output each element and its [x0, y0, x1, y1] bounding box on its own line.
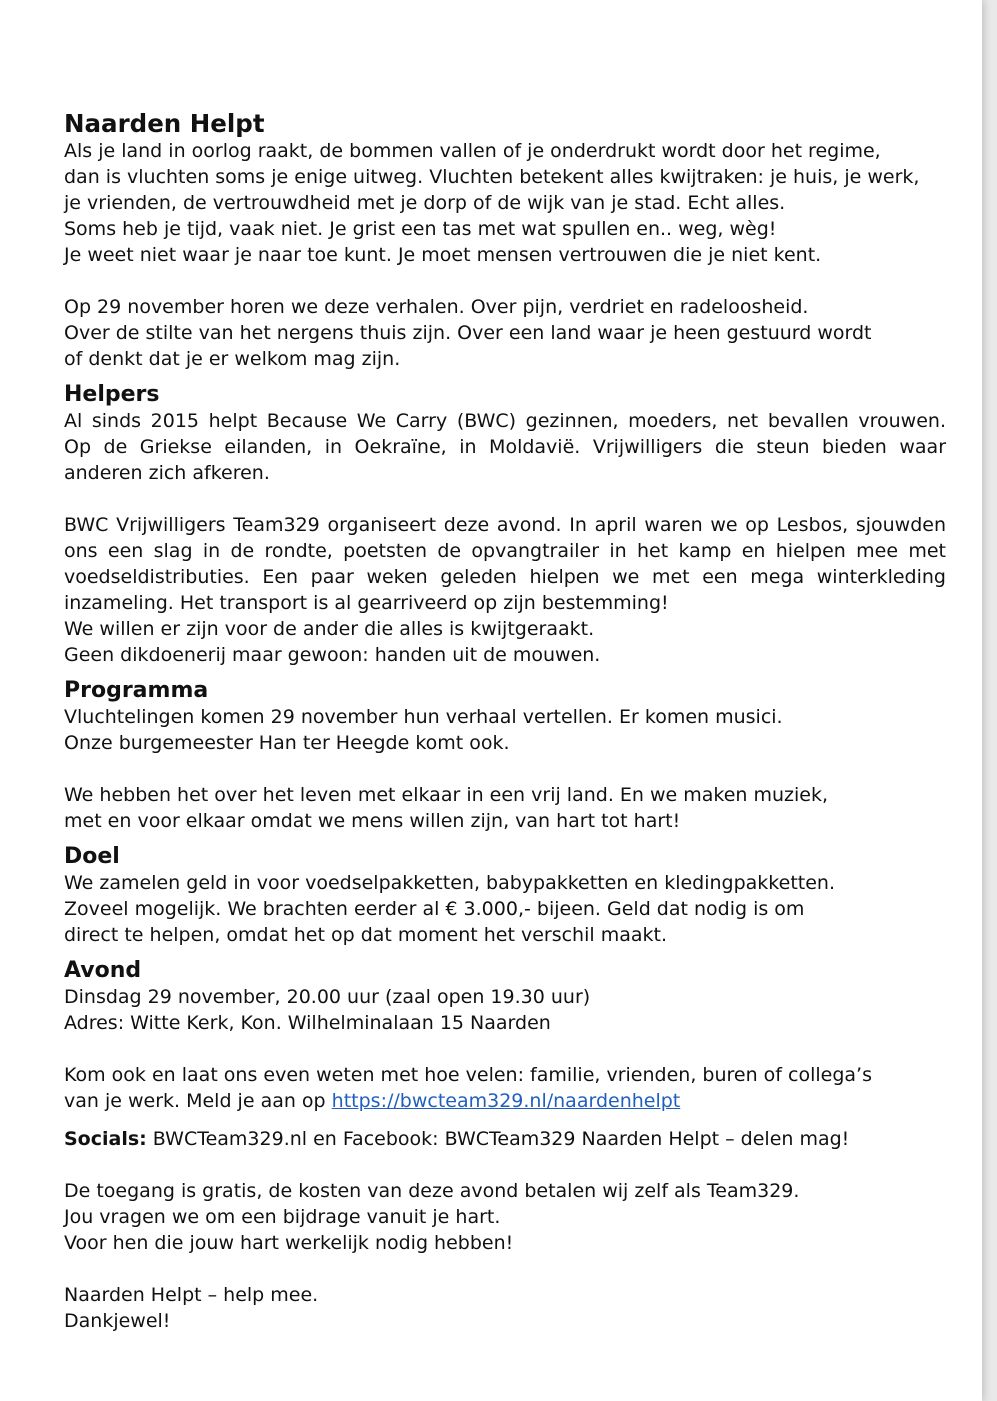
programma-paragraph-1 — [64, 704, 946, 756]
text-line: anderen zich afkeren. — [64, 462, 270, 484]
text-line: Vluchtelingen komen 29 november hun verhaal vertellen. Er komen musici. — [64, 706, 783, 728]
text-line — [64, 1088, 946, 1114]
avond-paragraph-2 — [64, 1062, 946, 1114]
document-title: Naarden Helpt — [64, 109, 265, 138]
text-line — [64, 1126, 946, 1152]
text-line: of denkt dat je er welkom mag zijn. — [64, 348, 401, 370]
text-line: je vrienden, de vertrouwdheid met je dorp of de wijk van je stad. Echt alles. — [64, 192, 786, 214]
text-line: Geen dikdoenerij maar gewoon: handen uit de mouwen. — [64, 644, 601, 666]
text-line: Kom ook en laat ons even weten met hoe velen: familie, vrienden, buren of collega’s — [64, 1064, 872, 1086]
helpers-paragraph-2 — [64, 512, 946, 668]
text-line: direct te helpen, omdat het op dat moment het verschil maakt. — [64, 924, 667, 946]
text-line: Over de stilte van het nergens thuis zijn. Over een land waar je heen gestuurd wordt — [64, 322, 872, 344]
helpers-heading: Helpers — [64, 382, 160, 407]
intro-paragraph — [64, 138, 946, 268]
text-line: Als je land in oorlog raakt, de bommen vallen of je onderdrukt wordt door het regime, — [64, 140, 881, 162]
text-line: We willen er zijn voor de ander die alles is kwijtgeraakt. — [64, 618, 595, 640]
text-line: We hebben het over het leven met elkaar in een vrij land. En we maken muziek, — [64, 784, 829, 806]
text-line: Op de Griekse eilanden, in Oekraïne, in Moldavië. Vrijwilligers die steun bieden waar — [64, 436, 946, 458]
socials-label: Socials: — [64, 1128, 147, 1150]
signup-link[interactable]: https://bwcteam329.nl/naardenhelpt — [331, 1090, 681, 1112]
text-line: voedseldistributies. Een paar weken geleden hielpen we met een mega winterkleding — [64, 566, 946, 588]
text-line: Zoveel mogelijk. We brachten eerder al € 3.000,- bijeen. Geld dat nodig is om — [64, 898, 805, 920]
helpers-paragraph-1 — [64, 408, 946, 486]
avond-heading: Avond — [64, 958, 142, 983]
text-line: Adres: Witte Kerk, Kon. Wilhelminalaan 15 Naarden — [64, 1012, 551, 1034]
text-line: Jou vragen we om een bijdrage vanuit je hart. — [64, 1206, 501, 1228]
closing-paragraph — [64, 1282, 946, 1334]
socials-line — [64, 1126, 946, 1152]
text-line: Voor hen die jouw hart werkelijk nodig hebben! — [64, 1232, 514, 1254]
text-line: Dankjewel! — [64, 1310, 171, 1332]
text-line: Soms heb je tijd, vaak niet. Je grist een tas met wat spullen en.. weg, wèg! — [64, 218, 777, 240]
socials-text: BWCTeam329.nl en Facebook: BWCTeam329 Naarden Helpt – delen mag! — [146, 1128, 850, 1150]
doel-paragraph — [64, 870, 946, 948]
text-line: Al sinds 2015 helpt Because We Carry (BWC) gezinnen, moeders, net bevallen vrouwen. — [64, 410, 946, 432]
text-line: Op 29 november horen we deze verhalen. Over pijn, verdriet en radeloosheid. — [64, 296, 809, 318]
text-line: inzameling. Het transport is al gearriveerd op zijn bestemming! — [64, 592, 669, 614]
avond-paragraph-3 — [64, 1178, 946, 1256]
doel-heading: Doel — [64, 844, 120, 869]
programma-heading: Programma — [64, 678, 209, 703]
intro-paragraph-2 — [64, 294, 946, 372]
programma-paragraph-2 — [64, 782, 946, 834]
avond-paragraph-1 — [64, 984, 946, 1036]
text-line: dan is vluchten soms je enige uitweg. Vluchten betekent alles kwijtraken: je huis, je werk, — [64, 166, 920, 188]
text-line: De toegang is gratis, de kosten van deze avond betalen wij zelf als Team329. — [64, 1180, 800, 1202]
text-line: Naarden Helpt – help mee. — [64, 1284, 319, 1306]
text-line: Je weet niet waar je naar toe kunt. Je moet mensen vertrouwen die je niet kent. — [64, 244, 822, 266]
document-content — [64, 110, 946, 1334]
text-line: Dinsdag 29 november, 20.00 uur (zaal open 19.30 uur) — [64, 986, 591, 1008]
text-line: ons een slag in de rondte, poetsten de opvangtrailer in het kamp en hielpen mee met — [64, 540, 946, 562]
text-line: We zamelen geld in voor voedselpakketten, babypakketten en kledingpakketten. — [64, 872, 835, 894]
text-line: met en voor elkaar omdat we mens willen zijn, van hart tot hart! — [64, 810, 681, 832]
text-line: BWC Vrijwilligers Team329 organiseert deze avond. In april waren we op Lesbos, sjouwden — [64, 514, 946, 536]
signup-text: van je werk. Meld je aan op — [64, 1090, 332, 1112]
text-line: Onze burgemeester Han ter Heegde komt ook. — [64, 732, 510, 754]
